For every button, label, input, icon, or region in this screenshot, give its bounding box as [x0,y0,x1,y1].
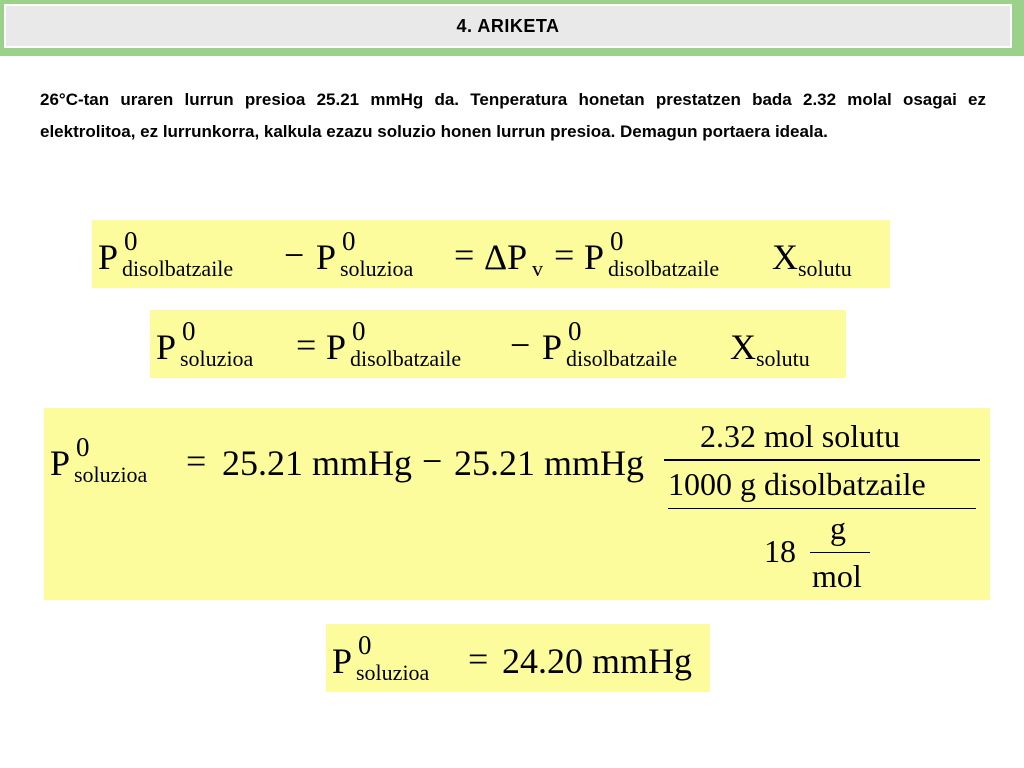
eq3-unit-mol: mol [812,558,862,594]
eq1-eq2: = [554,235,575,275]
eq4-p-sub: soluzioa [356,660,430,685]
eq3-numerator: 2.32 mol solutu [700,418,901,454]
eq3-p-sub: soluzioa [74,462,148,487]
eq4-p: P [332,641,353,681]
eq2-p2: P [326,327,347,367]
title-bar [0,0,1024,56]
eq1-p2-sub: soluzioa [340,256,414,281]
eq3-p: P [50,443,71,483]
eq2-p3: P [542,327,563,367]
eq3-eq: = [186,441,207,481]
eq1-p3-sup: 0 [610,226,624,256]
eq3-unit-fraction-line [810,552,870,553]
eq4-eq: = [468,639,489,679]
eq3-main-fraction-line [668,508,976,509]
eq2-p1-sub: soluzioa [180,346,254,371]
eq2-p2-sup: 0 [352,316,366,346]
equation-3 [44,408,990,600]
equation-2 [150,310,846,378]
eq2-p1: P [156,327,177,367]
problem-statement: 26°C-tan uraren lurrun presioa 25.21 mmHg da. Tenperatura honetan prestatzen bada 2.32 molal osagai ez elektrolitoa, ez lurrunkorra, kalkula ezazu soluzio honen lurrun presioa. Demagun portaera ideala. [40,90,986,141]
eq1-minus: − [284,235,305,275]
eq1-p1: P [98,237,119,277]
eq1-eq1: = [454,235,475,275]
eq1-p1-sup: 0 [124,226,138,256]
eq1-x: X [772,237,798,277]
eq1-delta-sub: v [532,256,543,281]
eq3-molar-mass: 18 [764,533,796,569]
eq2-p1-sup: 0 [182,316,196,346]
eq3-term2: 25.21 mmHg [454,443,645,483]
eq3-unit-g: g [830,510,846,546]
title-box [4,4,1012,48]
equation-4 [326,624,710,692]
eq2-p3-sub: disolbatzaile [566,346,678,371]
eq1-delta: ΔP [484,237,528,277]
eq3-inner-fraction-line [664,459,980,461]
eq4-p-sup: 0 [358,630,372,660]
eq2-p2-sub: disolbatzaile [350,346,462,371]
eq1-x-sub: solutu [798,256,852,281]
eq2-x-sub: solutu [756,346,810,371]
equation-1 [92,220,890,288]
eq2-eq: = [296,325,317,365]
eq3-minus: − [422,441,443,481]
eq3-term1: 25.21 mmHg [222,443,413,483]
eq1-p2-sup: 0 [342,226,356,256]
eq1-p1-sub: disolbatzaile [122,256,234,281]
eq2-minus: − [510,325,531,365]
eq3-p-sup: 0 [76,432,90,462]
eq1-p2: P [316,237,337,277]
eq1-p3: P [584,237,605,277]
eq1-p3-sub: disolbatzaile [608,256,720,281]
slide-title: 4. ARIKETA [456,15,560,36]
eq2-x: X [730,327,756,367]
eq3-denominator: 1000 g disolbatzaile [668,466,926,502]
eq4-result: 24.20 mmHg [502,641,693,681]
eq2-p3-sup: 0 [568,316,582,346]
